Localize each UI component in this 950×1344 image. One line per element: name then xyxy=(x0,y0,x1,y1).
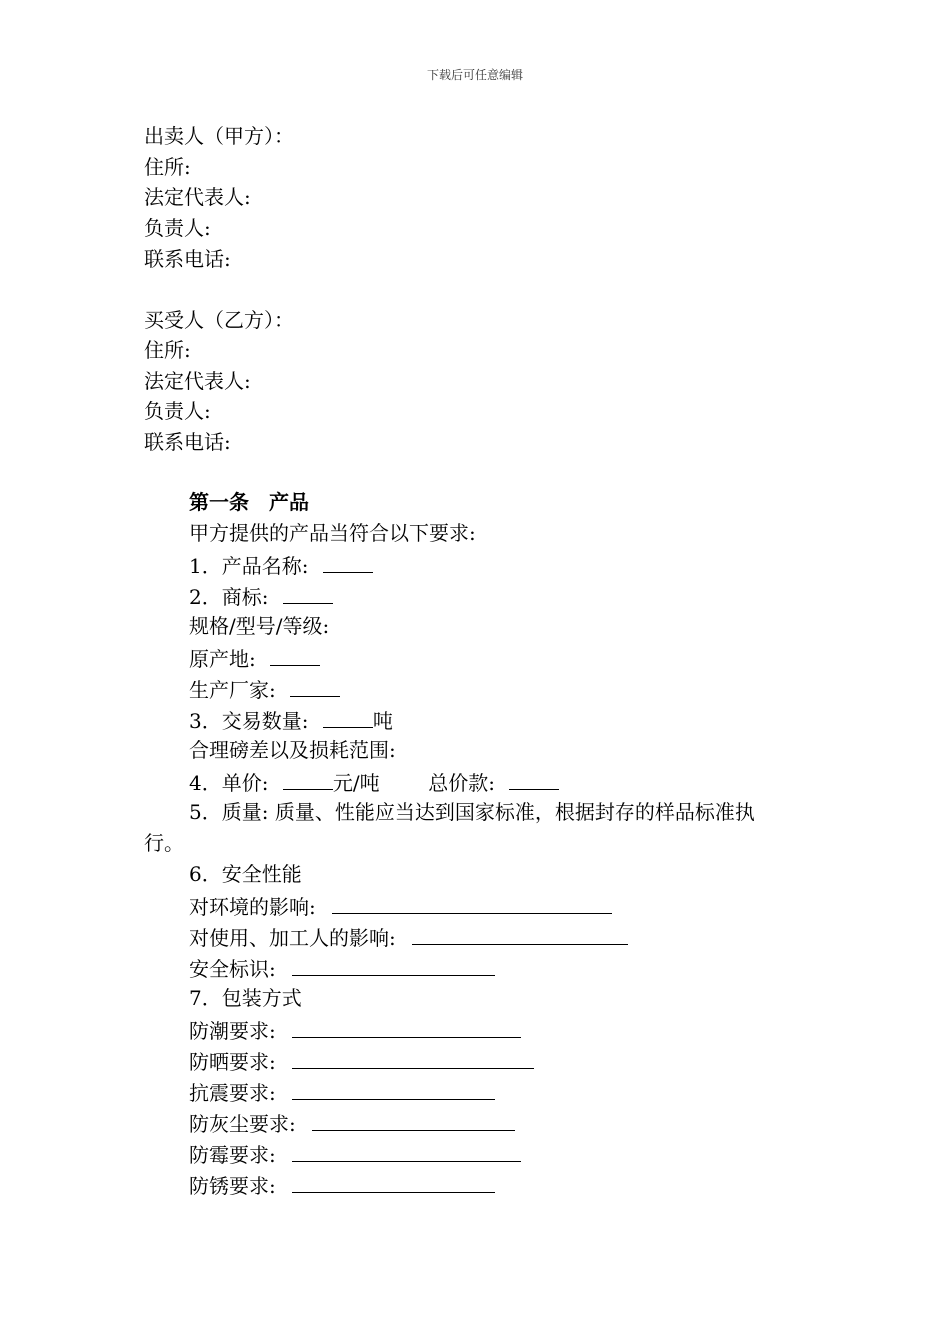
rust-row xyxy=(189,1172,495,1198)
article1-intro: 甲方提供的产品当符合以下要求: xyxy=(189,521,476,545)
page-header-note: 下载后可任意编辑 xyxy=(426,68,523,82)
product-name-label: 1．产品名称: xyxy=(189,554,309,578)
dust-row xyxy=(189,1110,515,1136)
origin-blank[interactable] xyxy=(270,645,320,666)
total-price-label: 总价款: xyxy=(428,771,496,795)
quality-line-1: 5．质量: 质量、性能应当达到国家标准，根据封存的样品标准执 xyxy=(189,800,755,824)
moisture-blank[interactable] xyxy=(292,1017,521,1038)
unit-price-unit: 元/吨 xyxy=(332,771,380,795)
moisture-row xyxy=(189,1017,521,1043)
shock-blank[interactable] xyxy=(292,1079,495,1100)
dust-blank[interactable] xyxy=(312,1110,515,1131)
safety-mark-blank[interactable] xyxy=(292,955,495,976)
quantity-unit: 吨 xyxy=(372,709,393,733)
rust-blank[interactable] xyxy=(292,1172,495,1193)
seller-title: 出卖人（甲方）： xyxy=(144,124,294,148)
sun-blank[interactable] xyxy=(292,1048,534,1069)
mold-blank[interactable] xyxy=(292,1141,521,1162)
shock-label: 抗震要求: xyxy=(189,1081,276,1105)
seller-person-in-charge-label: 负责人: xyxy=(144,216,211,240)
total-price-blank[interactable] xyxy=(509,769,559,790)
buyer-legal-rep-label: 法定代表人: xyxy=(144,369,251,393)
unit-price-label: 4．单价: xyxy=(189,771,269,795)
trademark-blank[interactable] xyxy=(283,583,333,604)
buyer-title: 买受人（乙方）： xyxy=(144,308,294,332)
quantity-label: 3．交易数量: xyxy=(189,709,309,733)
quantity-blank[interactable] xyxy=(323,707,373,728)
quality-line-2: 行。 xyxy=(144,831,184,855)
moisture-label: 防潮要求: xyxy=(189,1019,276,1043)
article1-heading: 第一条 产品 xyxy=(189,490,309,514)
trademark-row xyxy=(189,583,333,609)
unit-price-blank[interactable] xyxy=(283,769,333,790)
environment-blank[interactable] xyxy=(332,893,612,914)
manufacturer-label: 生产厂家: xyxy=(189,678,276,702)
dust-label: 防灰尘要求: xyxy=(189,1112,296,1136)
usage-impact-blank[interactable] xyxy=(412,924,628,945)
tolerance-label: 合理磅差以及损耗范围: xyxy=(189,738,396,762)
sun-row xyxy=(189,1048,534,1074)
origin-row xyxy=(189,645,320,671)
seller-address-label: 住所: xyxy=(144,155,191,179)
packaging-heading: 7．包装方式 xyxy=(189,986,302,1010)
safety-mark-label: 安全标识: xyxy=(189,957,276,981)
product-name-blank[interactable] xyxy=(323,552,373,573)
seller-legal-rep-label: 法定代表人: xyxy=(144,185,251,209)
rust-label: 防锈要求: xyxy=(189,1174,276,1198)
usage-impact-row xyxy=(189,924,628,950)
environment-label: 对环境的影响: xyxy=(189,895,316,919)
mold-label: 防霉要求: xyxy=(189,1143,276,1167)
manufacturer-row xyxy=(189,676,340,702)
product-name-row xyxy=(189,552,373,578)
seller-phone-label: 联系电话: xyxy=(144,247,231,271)
manufacturer-blank[interactable] xyxy=(290,676,340,697)
shock-row xyxy=(189,1079,495,1105)
safety-mark-row xyxy=(189,955,495,981)
trademark-label: 2．商标: xyxy=(189,585,269,609)
buyer-person-in-charge-label: 负责人: xyxy=(144,399,211,423)
sun-label: 防晒要求: xyxy=(189,1050,276,1074)
origin-label: 原产地: xyxy=(189,647,256,671)
safety-heading: 6．安全性能 xyxy=(189,862,302,886)
spec-label: 规格/型号/等级: xyxy=(189,614,330,638)
mold-row xyxy=(189,1141,521,1167)
environment-row xyxy=(189,893,612,919)
buyer-address-label: 住所: xyxy=(144,338,191,362)
quantity-row xyxy=(189,707,393,733)
buyer-phone-label: 联系电话: xyxy=(144,430,231,454)
usage-impact-label: 对使用、加工人的影响: xyxy=(189,926,396,950)
price-row xyxy=(189,769,559,795)
